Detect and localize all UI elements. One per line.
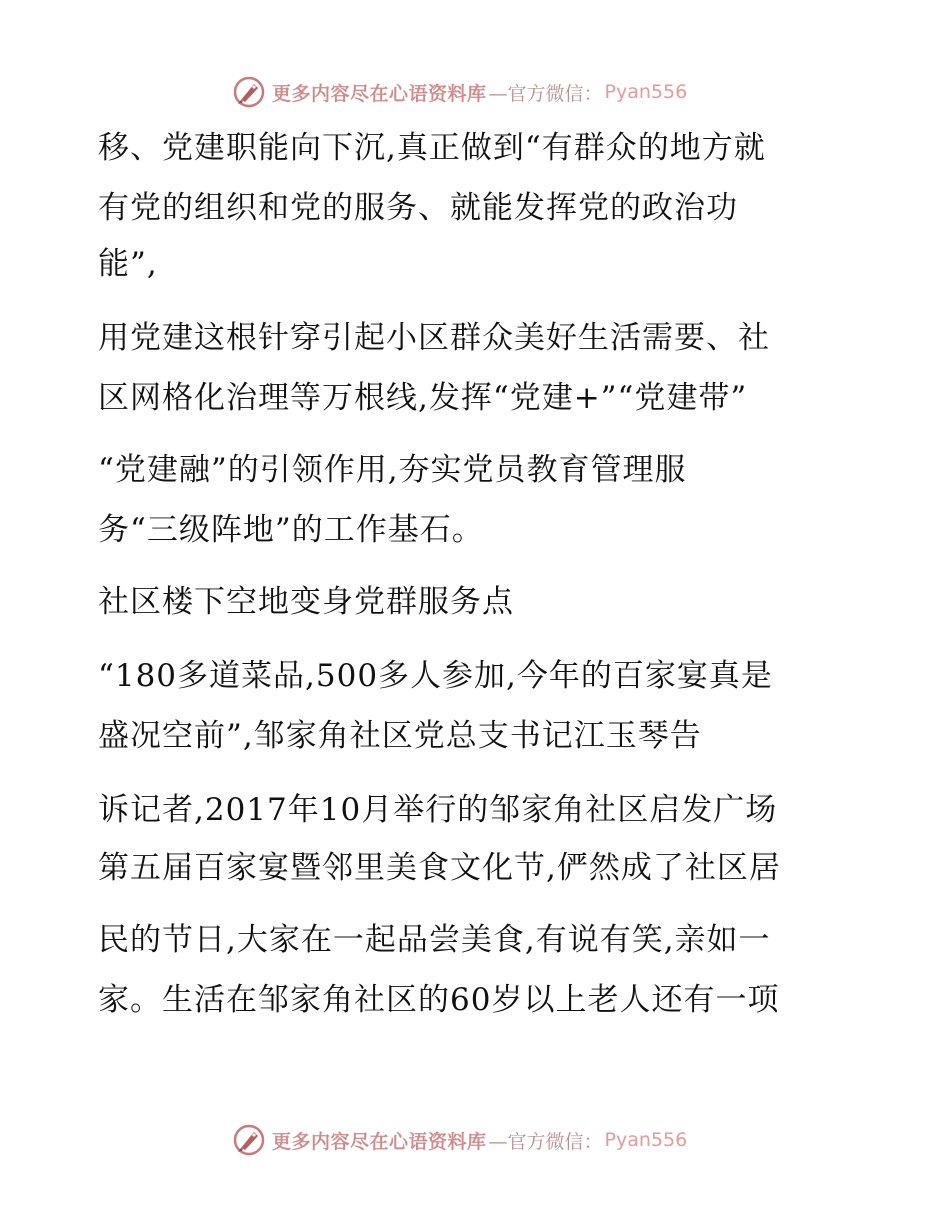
text-line: “180多道菜品,500多人参加,今年的百家宴真是: [98, 658, 773, 694]
text-line: 民的节日,大家在一起品尝美食,有说有笑,亲如一: [98, 922, 771, 958]
text-line: “党建融”的引领作用,夯实党员教育管理服: [98, 452, 687, 488]
text-line: 务“三级阵地”的工作基石。: [98, 512, 484, 548]
pen-nib-logo-icon: [232, 1123, 266, 1157]
text-line: 家。生活在邹家角社区的60岁以上老人还有一项: [98, 982, 780, 1018]
footer-site-text: 更多内容尽在心语资料库: [272, 1130, 487, 1153]
pen-nib-logo-icon: [232, 75, 266, 109]
text-line: 第五届百家宴暨邻里美食文化节,俨然成了社区居: [98, 850, 781, 886]
text-line: 盛况空前”,邹家角社区党总支书记江玉琴告: [98, 718, 702, 754]
text-line: 区网格化治理等万根线,发挥“党建+”“党建带”: [98, 380, 748, 416]
header-official-label: —官方微信：: [488, 82, 603, 105]
text-line: 移、党建职能向下沉,真正做到“有群众的地方就: [98, 130, 766, 166]
header-site-text: 更多内容尽在心语资料库: [272, 82, 487, 105]
text-line: 有党的组织和党的服务、就能发挥党的政治功: [98, 190, 738, 226]
text-line: 能”,: [98, 246, 158, 282]
footer-banner: [232, 1120, 752, 1160]
footer-wechat-id: Pyan556: [604, 1129, 688, 1151]
header-banner: [232, 72, 752, 112]
text-line: 用党建这根针穿引起小区群众美好生活需要、社: [98, 320, 770, 356]
footer-official-label: —官方微信：: [488, 1130, 603, 1153]
section-heading: 社区楼下空地变身党群服务点: [98, 584, 514, 620]
text-line: 诉记者,2017年10月举行的邹家角社区启发广场: [98, 792, 778, 828]
header-wechat-id: Pyan556: [604, 81, 688, 103]
